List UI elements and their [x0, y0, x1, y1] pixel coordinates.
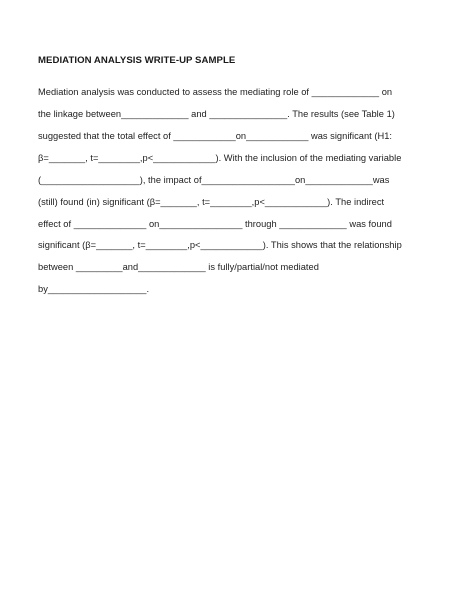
paragraph-line-10: by___________________.	[38, 284, 150, 294]
paragraph-line-5: (___________________), the impact of__________________on_____________was	[38, 175, 390, 185]
paragraph-line-2: the linkage between_____________ and _______________. The results (see Table 1)	[38, 109, 395, 119]
paragraph-line-9: between _________and_____________ is fully/partial/not mediated	[38, 262, 319, 272]
paragraph-line-3: suggested that the total effect of ____________on____________ was significant (H1:	[38, 131, 392, 141]
paragraph-line-8: significant (β=_______, t=________,p<____________). This shows that the relationship	[38, 240, 402, 250]
paragraph-line-7: effect of ______________ on________________ through _____________ was found	[38, 219, 392, 229]
paragraph-line-1: Mediation analysis was conducted to assess the mediating role of _____________ on	[38, 87, 393, 97]
paragraph-line-6: (still) found (in) significant (β=_______, t=________,p<____________). The indirect	[38, 197, 385, 207]
document-title: MEDIATION ANALYSIS WRITE-UP SAMPLE	[38, 55, 236, 66]
paragraph-line-4: β=_______, t=________,p<____________). With the inclusion of the mediating variable	[38, 153, 402, 163]
